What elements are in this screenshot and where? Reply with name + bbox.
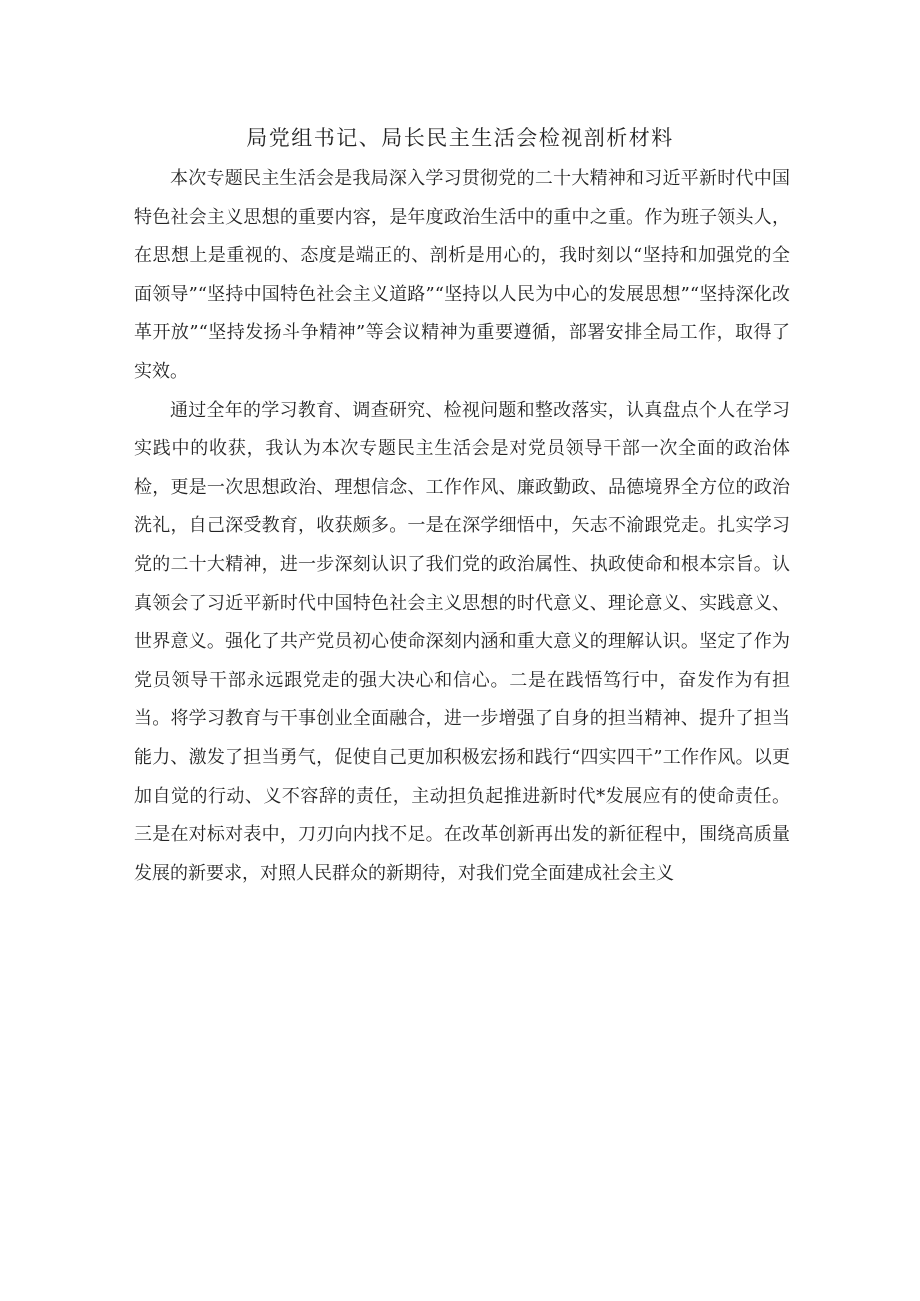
document-body xyxy=(134,160,790,893)
paragraph: 本次专题民主生活会是我局深入学习贯彻党的二十大精神和习近平新时代中国特色社会主义思想的重要内容，是年度政治生活中的重中之重。作为班子领头人，在思想上是重视的、态度是端正的、剖析是用心的，我时刻以“坚持和加强党的全面领导”“坚持中国特色社会主义道路”“坚持以人民为中心的发展思想”“坚持深化改革开放”“坚持发扬斗争精神”等会议精神为重要遵循，部署安排全局工作，取得了实效。 xyxy=(134,168,790,382)
document-title: 局党组书记、局长民主生活会检视剖析材料 xyxy=(246,126,674,150)
paragraph: 通过全年的学习教育、调查研究、检视问题和整改落实，认真盘点个人在学习实践中的收获，我认为本次专题民主生活会是对党员领导干部一次全面的政治体检，更是一次思想政治、理想信念、工作作风、廉政勤政、品德境界全方位的政治洗礼，自己深受教育，收获颇多。一是在深学细悟中，矢志不渝跟党走。扎实学习党的二十大精神，进一步深刻认识了我们党的政治属性、执政使命和根本宗旨。认真领会了习近平新时代中国特色社会主义思想的时代意义、理论意义、实践意义、世界意义。强化了共产党员初心使命深刻内涵和重大意义的理解认识。坚定了作为党员领导干部永远跟党走的强大决心和信心。二是在践悟笃行中，奋发作为有担当。将学习教育与干事创业全面融合，进一步增强了自身的担当精神、提升了担当能力、激发了担当勇气，促使自己更加积极宏扬和践行“四实四干”工作作风。以更加自觉的行动、义不容辞的责任，主动担负起推进新时代*发展应有的使命责任。三是在对标对表中，刀刃向内找不足。在改革创新再出发的新征程中，围绕高质量发展的新要求，对照人民群众的新期待，对我们党全面建成社会主义 xyxy=(134,399,790,884)
